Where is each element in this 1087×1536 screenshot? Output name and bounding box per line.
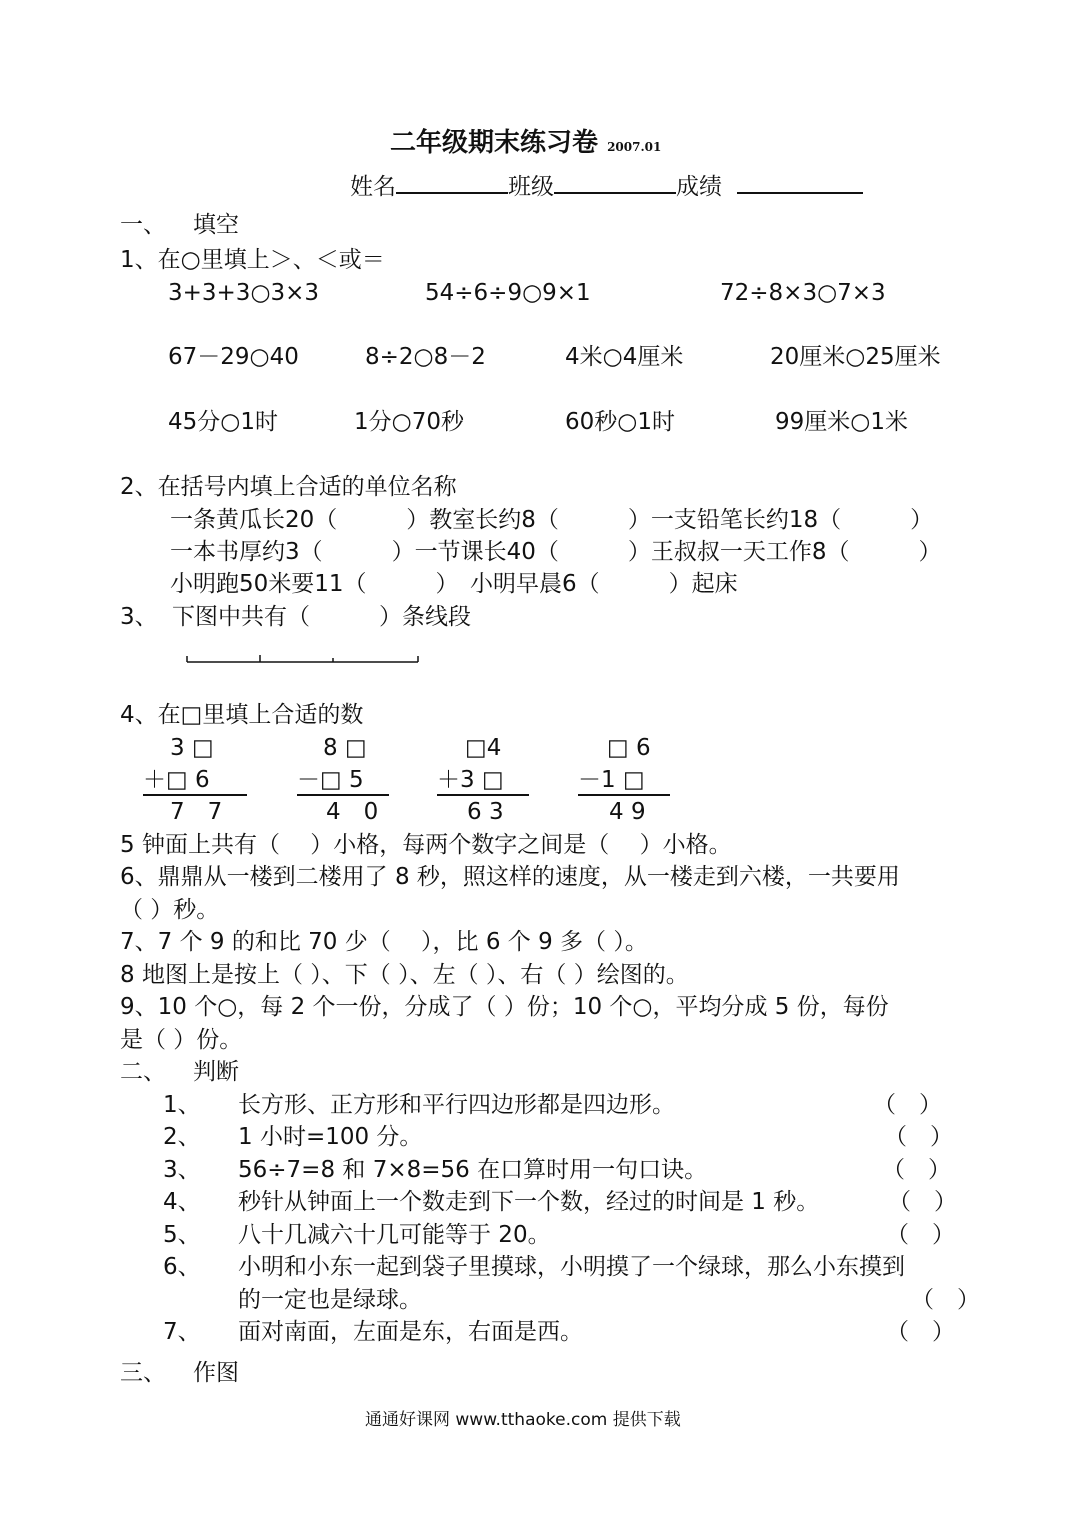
section2-number: 二、: [120, 1059, 166, 1085]
judge-answer-paren[interactable]: （ ）: [886, 1222, 955, 1248]
problem-line: [143, 794, 247, 796]
judge-text: 面对南面，左面是东，右面是西。: [238, 1319, 583, 1345]
problem-top: □ 6: [607, 735, 651, 761]
compare-item: 4米○4厘米: [565, 344, 684, 370]
line-segment-figure: [185, 652, 420, 664]
problem-line: [437, 794, 529, 796]
judge-text: 56÷7=8 和 7×8=56 在口算时用一句口诀。: [238, 1157, 708, 1183]
q2-prompt: 2、在括号内填上合适的单位名称: [120, 474, 457, 500]
compare-item: 3+3+3○3×3: [168, 280, 320, 306]
problem-top: 3 □: [170, 735, 214, 761]
footer-credit: 通通好课网 www.tthaoke.com 提供下载: [365, 1410, 681, 1430]
section1-heading: 填空: [193, 212, 239, 238]
student-info-row: [350, 170, 863, 202]
q6-text-line2: （ ）秒。: [120, 897, 220, 923]
exam-date: 2007.01: [607, 140, 662, 154]
problem-middle: ＋□ 6: [143, 767, 210, 793]
judge-answer-paren[interactable]: （ ）: [888, 1189, 957, 1215]
compare-item: 45分○1时: [168, 409, 278, 435]
judge-answer-paren[interactable]: （ ）: [873, 1092, 942, 1118]
score-label: 成绩: [676, 174, 722, 200]
q7-text: 7、7 个 9 的和比 70 少（ ），比 6 个 9 多（ ）。: [120, 929, 648, 955]
q2-line: 小明跑50米要11（ ） 小明早晨6（ ）起床: [170, 571, 738, 597]
judge-number: 6、: [163, 1254, 201, 1280]
q4-prompt: 4、在□里填上合适的数: [120, 702, 364, 728]
q9-text-line2: 是（ ）份。: [120, 1027, 243, 1053]
problem-line: [578, 794, 670, 796]
page-title: [390, 128, 661, 162]
problem-middle: －1 □: [578, 767, 645, 793]
judge-number: 4、: [163, 1189, 201, 1215]
q6-text-line1: 6、鼎鼎从一楼到二楼用了 8 秒，照这样的速度，从一楼走到六楼，一共要用: [120, 864, 900, 890]
judge-text: 八十几减六十几可能等于 20。: [238, 1222, 551, 1248]
judge-text: 1 小时=100 分。: [238, 1124, 423, 1150]
compare-item: 20厘米○25厘米: [770, 344, 941, 370]
judge-text: 小明和小东一起到袋子里摸球，小明摸了一个绿球，那么小东摸到: [238, 1254, 905, 1280]
class-blank[interactable]: [554, 170, 676, 194]
q3-text: 下图中共有（ ）条线段: [172, 604, 471, 630]
q9-text-line1: 9、10 个○，每 2 个一份，分成了（ ）份；10 个○，平均分成 5 份，每份: [120, 994, 889, 1020]
judge-number: 5、: [163, 1222, 201, 1248]
compare-item: 54÷6÷9○9×1: [425, 280, 591, 306]
problem-middle: －□ 5: [297, 767, 364, 793]
compare-item: 99厘米○1米: [775, 409, 908, 435]
problem-result: 4 9: [609, 799, 646, 825]
section3-number: 三、: [120, 1360, 166, 1386]
section3-heading: 作图: [193, 1360, 239, 1386]
judge-answer-paren[interactable]: （ ）: [886, 1319, 955, 1345]
judge-number: 2、: [163, 1124, 201, 1150]
compare-item: 1分○70秒: [354, 409, 464, 435]
compare-item: 72÷8×3○7×3: [720, 280, 886, 306]
problem-top: 8 □: [323, 735, 367, 761]
section1-number: 一、: [120, 212, 166, 238]
judge-answer-paren[interactable]: （ ）: [882, 1157, 951, 1183]
name-blank[interactable]: [396, 170, 508, 194]
judge-text: 秒针从钟面上一个数走到下一个数，经过的时间是 1 秒。: [238, 1189, 820, 1215]
section2-heading: 判断: [193, 1059, 239, 1085]
judge-text: 长方形、正方形和平行四边形都是四边形。: [238, 1092, 675, 1118]
score-blank[interactable]: [737, 170, 863, 194]
judge-answer-paren[interactable]: （ ）: [911, 1287, 980, 1313]
q1-prompt: 1、在○里填上＞、＜或＝: [120, 247, 385, 273]
name-label: 姓名: [350, 174, 396, 200]
class-label: 班级: [508, 174, 554, 200]
q8-text: 8 地图上是按上（ ）、下（ ）、左（ ）、右（ ）绘图的。: [120, 962, 689, 988]
problem-result: 7 7: [170, 799, 223, 825]
compare-item: 8÷2○8－2: [365, 344, 486, 370]
problem-line: [297, 794, 389, 796]
problem-result: 4 0: [326, 799, 379, 825]
title-text: 二年级期末练习卷: [390, 128, 599, 158]
compare-item: 67－29○40: [168, 344, 299, 370]
problem-top: □4: [465, 735, 502, 761]
judge-number: 1、: [163, 1092, 201, 1118]
q5-text: 5 钟面上共有（ ）小格，每两个数字之间是（ ）小格。: [120, 832, 732, 858]
judge-answer-paren[interactable]: （ ）: [884, 1124, 953, 1150]
judge-number: 3、: [163, 1157, 201, 1183]
q2-line: 一本书厚约3（ ）一节课长40（ ）王叔叔一天工作8（ ）: [170, 539, 942, 565]
judge-number: 7、: [163, 1319, 201, 1345]
compare-item: 60秒○1时: [565, 409, 675, 435]
judge-text-line2: 的一定也是绿球。: [238, 1287, 422, 1313]
problem-result: 6 3: [467, 799, 504, 825]
problem-middle: ＋3 □: [437, 767, 504, 793]
q3-number: 3、: [120, 604, 158, 630]
q2-line: 一条黄瓜长20（ ）教室长约8（ ）一支铅笔长约18（ ）: [170, 507, 934, 533]
